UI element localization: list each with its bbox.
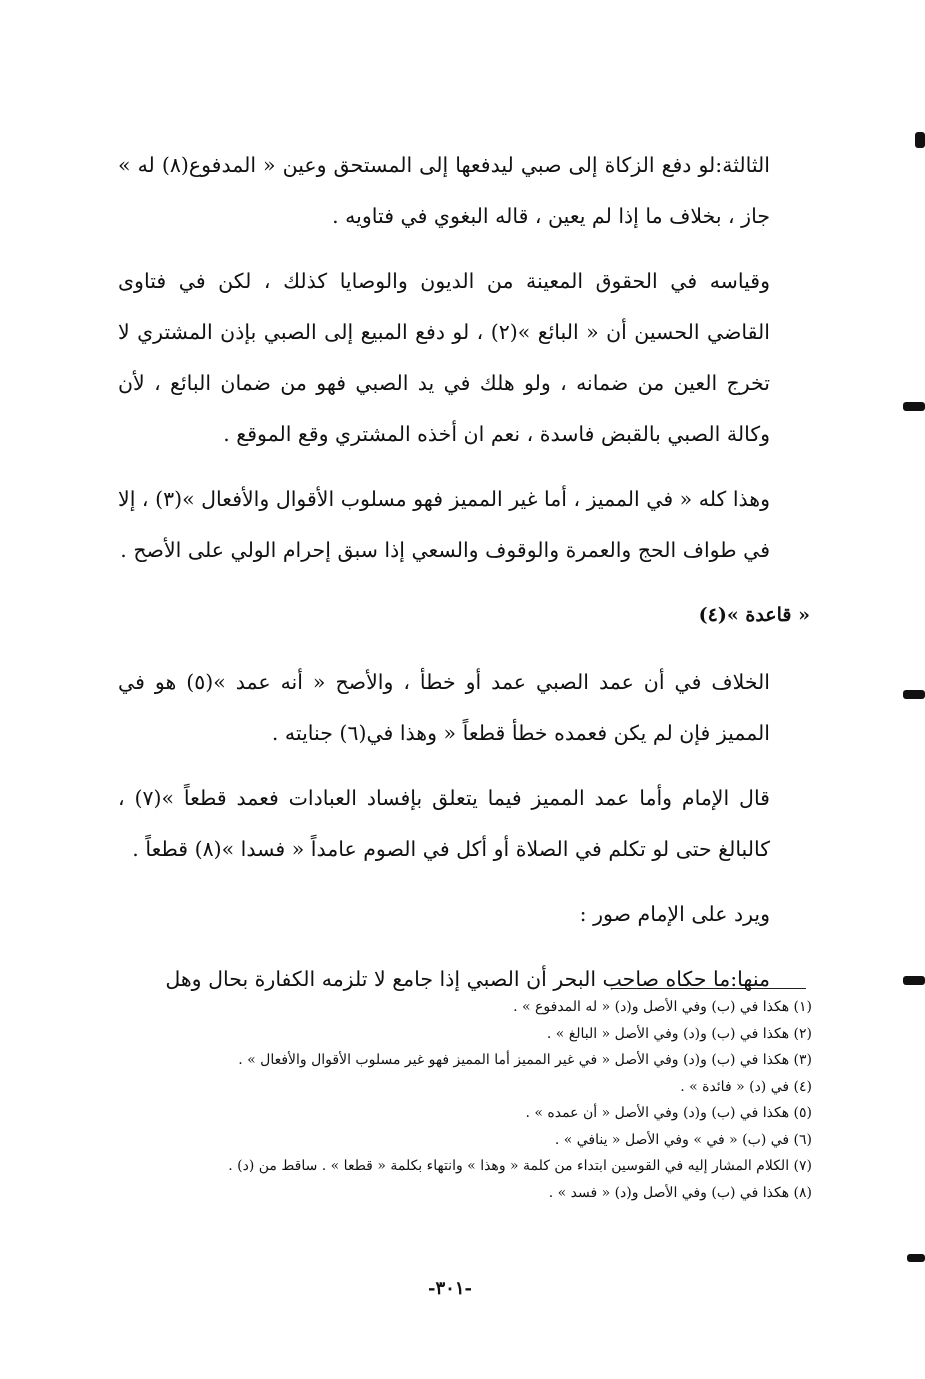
footnote: (٤) في (د) « فائدة » . bbox=[680, 1078, 812, 1095]
footnote: (٥) هكذا في (ب) و(د) وفي الأصل « أن عمده » . bbox=[525, 1105, 812, 1121]
paragraph-discerning: وهذا كله « في المميز ، أما غير المميز فهو مسلوب الأقوال والأفعال »(٣) ، إلا في طواف الحج والعمرة والوقوف والسعي إذا سبق إحرام الولي على الأصح . bbox=[118, 487, 770, 562]
footnote: (١) هكذا في (ب) وفي الأصل و(د) « له المدفوع » . bbox=[513, 999, 812, 1015]
footnote: (٨) هكذا في (ب) وفي الأصل و(د) « فسد » . bbox=[548, 1184, 812, 1201]
paragraph-third-rule: الثالثة:لو دفع الزكاة إلى صبي ليدفعها إلى المستحق وعين « المدفوع(٨) له » جاز ، بخلاف ما إذا لم يعين ، قاله البغوي في فتاويه . bbox=[118, 153, 770, 228]
margin-mark bbox=[903, 402, 925, 411]
footnote: (٢) هكذا في (ب) و(د) وفي الأصل « البالغ » . bbox=[546, 1025, 812, 1042]
margin-mark bbox=[907, 1254, 925, 1262]
paragraph-bahr: منها:ما حكاه صاحب البحر أن الصبي إذا جامع لا تلزمه الكفارة بحال وهل bbox=[165, 967, 770, 991]
paragraph-objections: ويرد على الإمام صور : bbox=[579, 902, 770, 926]
margin-mark bbox=[915, 132, 925, 148]
footnotes bbox=[100, 994, 812, 1206]
margin-mark bbox=[903, 976, 925, 985]
footnote: (٧) الكلام المشار إليه في القوسين ابتداء من كلمة « وهذا » وانتهاء بكلمة « قطعا » . ساقط من (د) . bbox=[228, 1158, 812, 1174]
footnote: (٣) هكذا في (ب) و(د) وفي الأصل « في غير المميز أما المميز فهو غير مسلوب الأقوال والأفعال » . bbox=[238, 1052, 812, 1068]
footnote: (٦) في (ب) « في » وفي الأصل « ينافي » . bbox=[554, 1131, 812, 1148]
margin-mark bbox=[903, 690, 925, 699]
main-text bbox=[118, 140, 810, 1019]
paragraph-analogy: وقياسه في الحقوق المعينة من الديون والوصايا كذلك ، لكن في فتاوى القاضي الحسين أن « البائع »(٢) ، لو دفع المبيع إلى الصبي بإذن المشتري لا تخرج العين من ضمانه ، ولو هلك في يد الصبي فهو من ضمان البائع ، لأن وكالة الصبي بالقبض فاسدة ، نعم ان أخذه المشتري وقع الموقع . bbox=[118, 269, 770, 446]
footnote-separator bbox=[612, 988, 806, 989]
section-heading: « قاعدة »(٤) bbox=[698, 604, 810, 626]
page-number: -٣٠١- bbox=[428, 1278, 472, 1299]
paragraph-intent: الخلاف في أن عمد الصبي عمد أو خطأ ، والأصح « أنه عمد »(٥) هو في المميز فإن لم يكن فعمده خطأ قطعاً « وهذا في(٦) جنايته . bbox=[118, 670, 770, 745]
paragraph-imam: قال الإمام وأما عمد المميز فيما يتعلق بإفساد العبادات فعمد قطعاً »(٧) ، كالبالغ حتى لو تكلم في الصلاة أو أكل في الصوم عامداً « فسدا »(٨) قطعاً . bbox=[118, 786, 770, 861]
